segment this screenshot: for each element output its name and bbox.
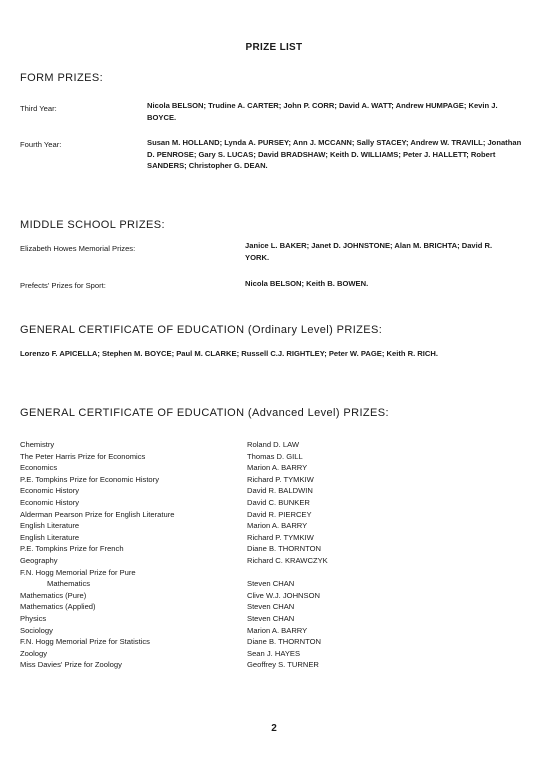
- fourth-year-label: Fourth Year:: [20, 140, 62, 149]
- subject-economics: Economics: [20, 463, 58, 473]
- form-prizes-heading: FORM PRIZES:: [20, 72, 104, 84]
- gce-ordinary-winners: Lorenzo F. APICELLA; Stephen M. BOYCE; Paul M. CLARKE; Russell C.J. RIGHTLEY; Peter W. PAGE; Keith R. RICH.: [20, 349, 438, 358]
- subject-english-literature: English Literature: [20, 532, 80, 542]
- winner-name: Geoffrey S. TURNER: [247, 660, 319, 670]
- fourth-year-winners: Susan M. HOLLAND; Lynda A. PURSEY; Ann J. MCCANN; Sally STACEY; Andrew W. TRAVILL; Jonathan D. PENROSE; Gary S. LUCAS; David BRADSHAW; Keith D. WILLIAMS; Peter J. HALLETT; Robert SANDERS; Christopher G. DEAN.: [147, 138, 522, 170]
- winner-name: David R. BALDWIN: [247, 486, 313, 496]
- gce-ordinary-heading: GENERAL CERTIFICATE OF EDUCATION (Ordinary Level) PRIZES:: [20, 324, 383, 336]
- page-number: 2: [271, 723, 277, 734]
- subject-geography: Geography: [20, 555, 58, 565]
- winner-name: [247, 567, 467, 579]
- winner-name: Marion A. BARRY: [247, 521, 308, 531]
- subject-sociology: Sociology: [20, 625, 53, 635]
- subject-mathematics-pure: Mathematics (Pure): [20, 590, 87, 600]
- subject-mathematics-applied: Mathematics (Applied): [20, 602, 96, 612]
- winner-name: David R. PIERCEY: [247, 509, 312, 519]
- winner-name: Marion A. BARRY: [247, 463, 308, 473]
- advanced-winner-list: [247, 439, 467, 671]
- advanced-subject-list: [20, 439, 245, 671]
- winner-name: Richard C. KRAWCZYK: [247, 555, 328, 565]
- winner-name: Thomas D. GILL: [247, 451, 303, 461]
- subject-chemistry: Chemistry: [20, 440, 55, 449]
- subject-economic-history: Economic History: [20, 486, 80, 496]
- prefects-prize-label: Prefects' Prizes for Sport:: [20, 281, 106, 290]
- third-year-label: Third Year:: [20, 104, 57, 113]
- subject-peter-harris-prize: The Peter Harris Prize for Economics: [20, 451, 146, 461]
- winner-name: Richard P. TYMKIW: [247, 474, 314, 484]
- third-year-winners: Nicola BELSON; Trudine A. CARTER; John P. CORR; David A. WATT; Andrew HUMPAGE; Kevin J. BOYCE.: [147, 101, 498, 122]
- howes-prize-label: Elizabeth Howes Memorial Prizes:: [20, 244, 136, 253]
- winner-name: Steven CHAN: [247, 613, 295, 623]
- gce-advanced-heading: GENERAL CERTIFICATE OF EDUCATION (Advanced Level) PRIZES:: [20, 407, 389, 419]
- winner-name: Diane B. THORNTON: [247, 637, 321, 647]
- subject-physics: Physics: [20, 613, 47, 623]
- winner-name: David C. BUNKER: [247, 497, 310, 507]
- winner-name: Sean J. HAYES: [247, 648, 301, 658]
- winner-name: Marion A. BARRY: [247, 625, 308, 635]
- subject-zoology: Zoology: [20, 648, 48, 658]
- winner-name: Steven CHAN: [247, 602, 295, 612]
- subject-hogg-statistics-prize: F.N. Hogg Memorial Prize for Statistics: [20, 637, 150, 647]
- winner-name: Steven CHAN: [247, 579, 295, 589]
- middle-school-heading: MIDDLE SCHOOL PRIZES:: [20, 219, 165, 231]
- subject-mathematics: Mathematics: [47, 579, 91, 589]
- winner-name: Roland D. LAW: [247, 440, 300, 449]
- winner-name: Diane B. THORNTON: [247, 544, 321, 554]
- winner-name: Clive W.J. JOHNSON: [247, 590, 320, 600]
- subject-english-literature: English Literature: [20, 521, 80, 531]
- subject-economic-history: Economic History: [20, 497, 80, 507]
- page-title: PRIZE LIST: [245, 42, 303, 53]
- subject-miss-davies-prize: Miss Davies' Prize for Zoology: [20, 660, 122, 670]
- howes-prize-winners: Janice L. BAKER; Janet D. JOHNSTONE; Alan M. BRICHTA; David R. YORK.: [245, 241, 493, 262]
- prefects-prize-winners: Nicola BELSON; Keith B. BOWEN.: [245, 279, 369, 288]
- subject-hogg-pure-prize: F.N. Hogg Memorial Prize for Pure: [20, 567, 136, 577]
- subject-tompkins-french: P.E. Tompkins Prize for French: [20, 544, 124, 554]
- winner-name: Richard P. TYMKIW: [247, 532, 314, 542]
- subject-alderman-pearson-prize: Alderman Pearson Prize for English Literature: [20, 509, 175, 519]
- subject-tompkins-economic-history: P.E. Tompkins Prize for Economic History: [20, 474, 159, 484]
